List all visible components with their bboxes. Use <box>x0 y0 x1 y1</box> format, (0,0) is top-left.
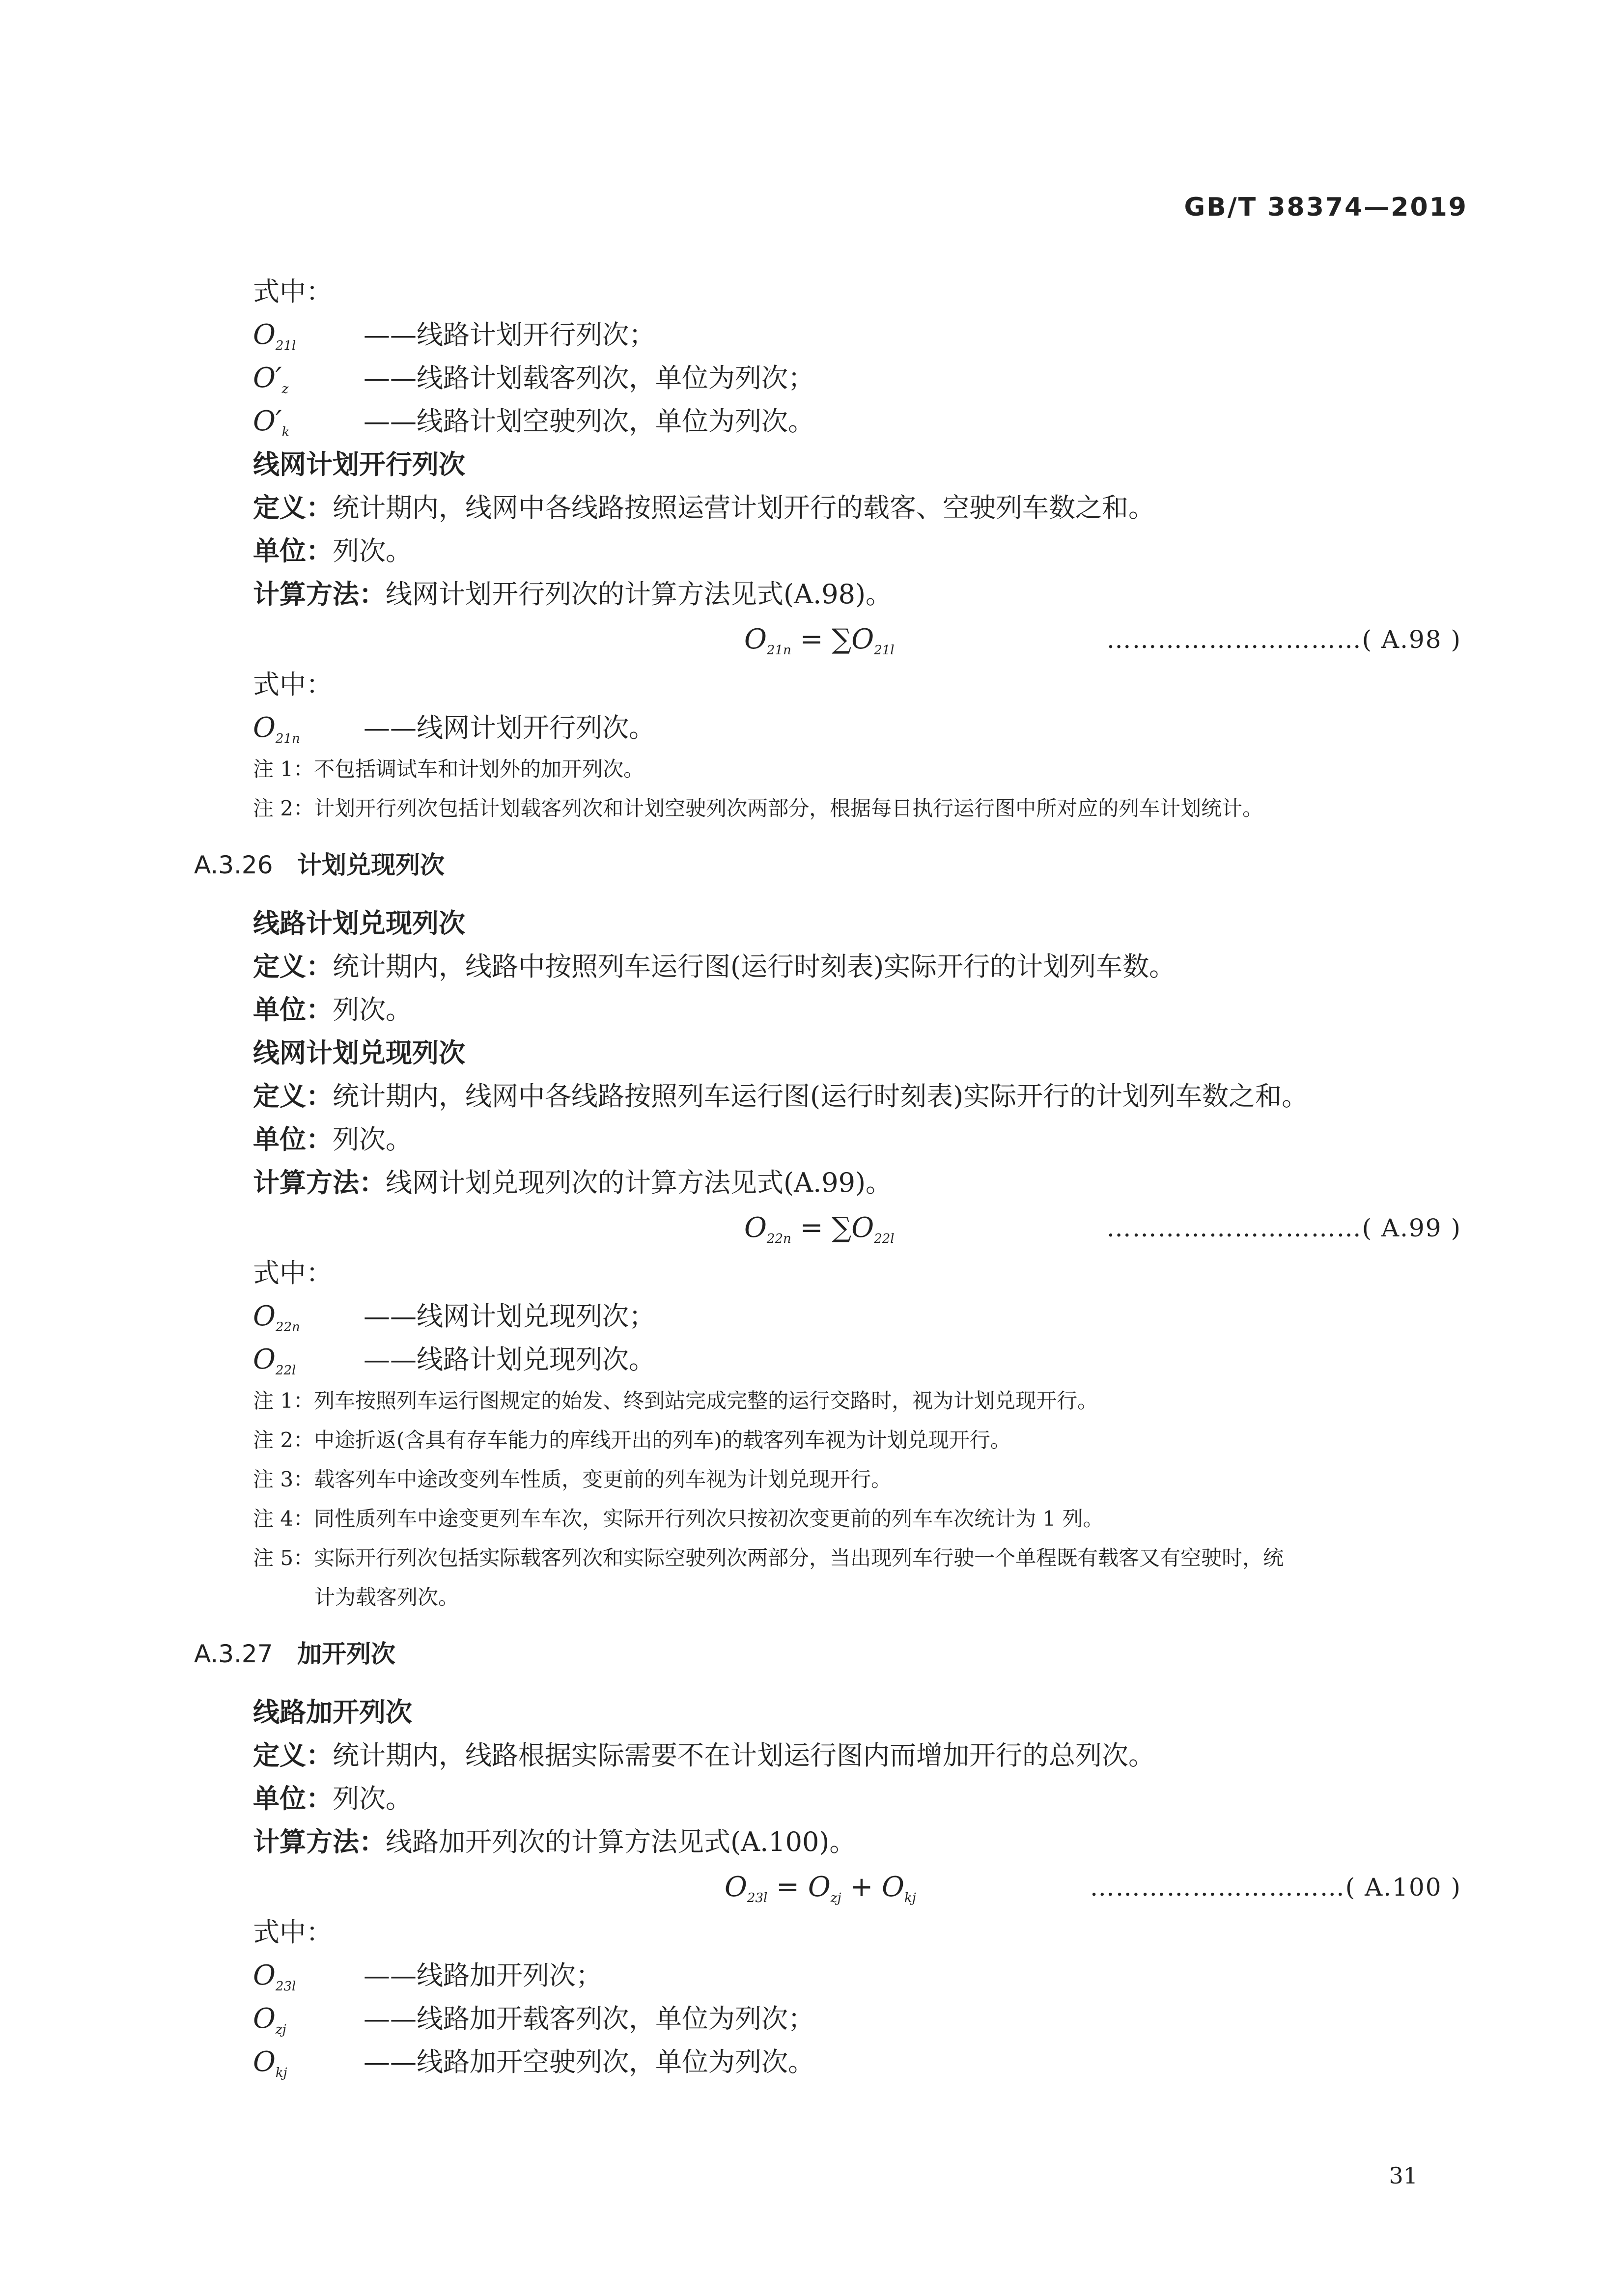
definition-row <box>253 400 1461 443</box>
unit-paragraph: 单位：列次。 <box>253 1783 412 1814</box>
where-label: 式中： <box>253 1258 333 1288</box>
where-label: 式中： <box>253 276 333 307</box>
note: 注 4：同性质列车中途变更列车车次，实际开行列次只按初次变更前的列车车次统计为 1 列。 <box>253 1507 1104 1531</box>
subsection-title: 线网计划兑现列次 <box>253 1037 465 1068</box>
subsection-title: 线路计划兑现列次 <box>253 908 465 939</box>
method-paragraph: 计算方法：线网计划开行列次的计算方法见式(A.98)。 <box>253 579 893 610</box>
definition-paragraph: 定义：统计期内，线网中各线路按照列车运行图(运行时刻表)实际开行的计划列车数之和。 <box>253 1081 1309 1112</box>
formula-number: …………………………( A.99 ) <box>1106 1214 1461 1242</box>
section-heading: A.3.27 加开列次 <box>194 1640 395 1668</box>
definition-row: $O_{23l}$ ——线路加开列次； <box>253 1954 1461 1997</box>
subsection-title: 线路加开列次 <box>253 1697 412 1728</box>
formula-a98 <box>253 616 1461 663</box>
symbol: $O_{22l}$ <box>253 1343 296 1378</box>
definition-paragraph: 定义：统计期内，线路根据实际需要不在计划运行图内而增加开行的总列次。 <box>253 1740 1155 1771</box>
definition-row <box>253 357 1461 400</box>
subsection-title: 线网计划开行列次 <box>253 449 465 480</box>
symbol: $O_{zj}$ <box>253 2003 286 2038</box>
definition-text: ——线路计划空驶列次，单位为列次。 <box>364 406 814 437</box>
formula: $O_{22n} = \sum O_{22l}$ <box>744 1212 895 1247</box>
symbol: $O'_k$ <box>253 405 290 440</box>
symbol: $O_{21n}$ <box>253 712 300 747</box>
formula-number: …………………………( A.98 ) <box>1106 625 1461 654</box>
method-paragraph: 计算方法：线网计划兑现列次的计算方法见式(A.99)。 <box>253 1167 893 1198</box>
method-paragraph: 计算方法：线路加开列次的计算方法见式(A.100)。 <box>253 1826 856 1857</box>
definition-row: $O_{22l}$ ——线路计划兑现列次。 <box>253 1338 1461 1381</box>
page-content <box>194 270 1461 2084</box>
definition-paragraph: 定义：统计期内，线路中按照列车运行图(运行时刻表)实际开行的计划列车数。 <box>253 951 1176 982</box>
symbol: $O_{23l}$ <box>253 1959 296 1994</box>
symbol: $O_{kj}$ <box>253 2046 287 2081</box>
definition-paragraph: 定义：统计期内，线网中各线路按照运营计划开行的载客、空驶列车数之和。 <box>253 492 1155 523</box>
symbol: $O_{21l}$ <box>253 319 296 354</box>
unit-paragraph: 单位：列次。 <box>253 994 412 1025</box>
unit-paragraph: 单位：列次。 <box>253 1124 412 1155</box>
note: 注 2：计划开行列次包括计划载客列次和计划空驶列次两部分，根据每日执行运行图中所对应的列车计划统计。 <box>253 796 1263 820</box>
definition-row: $O_{21n}$ ——线网计划开行列次。 <box>253 706 1461 750</box>
definition-row: $O_{zj}$ ——线路加开载客列次，单位为列次； <box>253 1997 1461 2041</box>
note: 注 3：载客列车中途改变列车性质，变更前的列车视为计划兑现开行。 <box>253 1467 892 1491</box>
note-continuation: 计为载客列次。 <box>314 1585 459 1609</box>
note: 注 1：不包括调试车和计划外的加开列次。 <box>253 757 644 781</box>
definition-row: $O_{22n}$ ——线网计划兑现列次； <box>253 1295 1461 1338</box>
where-label: 式中： <box>253 669 333 700</box>
formula-a99 <box>253 1204 1461 1252</box>
page-number: 31 <box>1389 2162 1418 2189</box>
note: 注 1：列车按照列车运行图规定的始发、终到站完成完整的运行交路时，视为计划兑现开行。 <box>253 1389 1098 1413</box>
formula-a100 <box>253 1864 1461 1911</box>
formula-number: …………………………( A.100 ) <box>1090 1873 1461 1902</box>
section-heading: A.3.26 计划兑现列次 <box>194 851 445 879</box>
definition-row <box>253 313 1461 357</box>
formula: $O_{23l} = O_{zj} + O_{kj}$ <box>725 1871 916 1906</box>
standard-code: GB/T 38374—2019 <box>1184 193 1468 222</box>
symbol: $O'_z$ <box>253 362 289 397</box>
formula: $O_{21n} = \sum O_{21l}$ <box>744 623 895 658</box>
definition-text: ——线路计划载客列次，单位为列次； <box>364 363 814 393</box>
definition-text: ——线路计划开行列次； <box>364 319 655 350</box>
note: 注 5：实际开行列次包括实际载客列次和实际空驶列次两部分，当出现列车行驶一个单程既有载客又有空驶时，统 <box>253 1546 1284 1570</box>
symbol: $O_{22n}$ <box>253 1300 300 1335</box>
where-label: 式中： <box>253 1917 333 1948</box>
note: 注 2：中途折返(含具有存车能力的库线开出的列车)的载客列车视为计划兑现开行。 <box>253 1428 1011 1452</box>
unit-paragraph: 单位：列次。 <box>253 535 412 566</box>
definition-row: $O_{kj}$ ——线路加开空驶列次，单位为列次。 <box>253 2041 1461 2084</box>
